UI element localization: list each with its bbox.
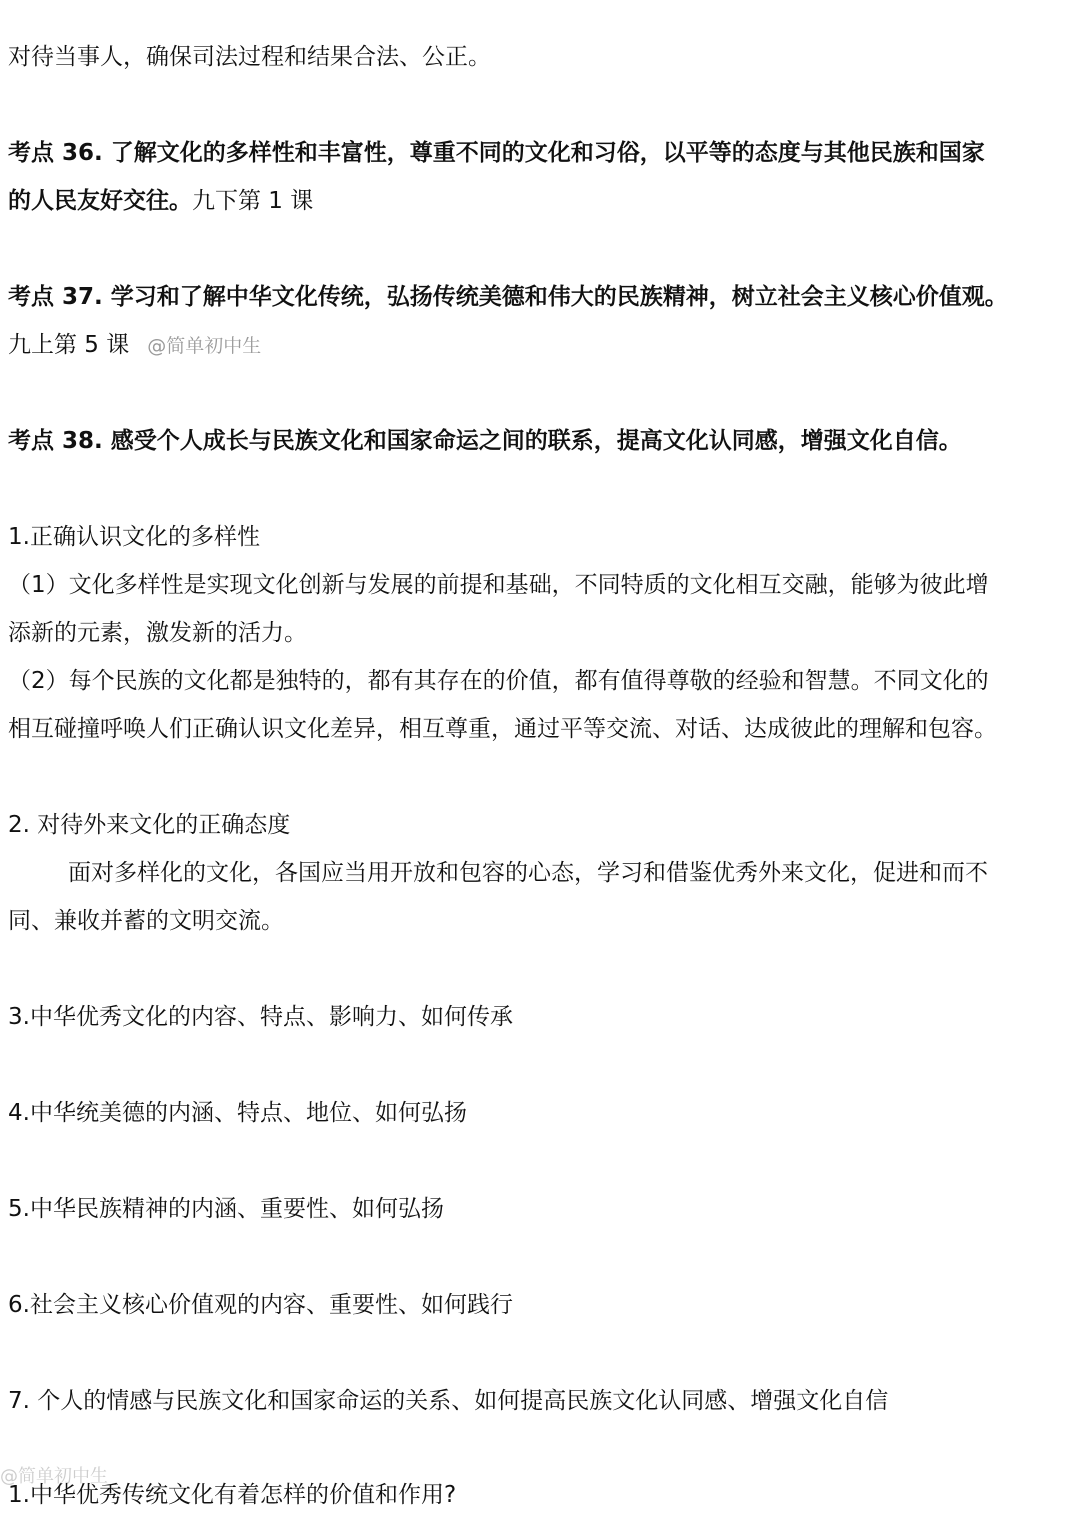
paragraph-line: （1）文化多样性是实现文化创新与发展的前提和基础，不同特质的文化相互交融，能够为彼此增 [8,572,989,598]
question-1: 1.中华优秀传统文化有着怎样的价值和作用? [8,1482,457,1508]
exam-point-36-line2 [8,177,1066,225]
section-heading-6: 6.社会主义核心价值观的内容、重要性、如何践行 [8,1292,513,1318]
watermark-text: @简单初中生 [147,335,262,357]
paragraph-line: 相互碰撞呼唤人们正确认识文化差异，相互尊重，通过平等交流、对话、达成彼此的理解和包容。 [8,716,997,742]
section-heading-5: 5.中华民族精神的内涵、重要性、如何弘扬 [8,1196,444,1222]
exam-point-36-bold-tail: 的人民友好交往。 [8,188,192,214]
section-heading-2: 2. 对待外来文化的正确态度 [8,812,291,838]
paragraph-line: 面对多样化的文化，各国应当用开放和包容的心态，学习和借鉴优秀外来文化，促进和而不 [68,860,988,886]
text-line: 对待当事人，确保司法过程和结果合法、公正。 [8,44,491,70]
exam-point-36-line1: 考点 36. 了解文化的多样性和丰富性，尊重不同的文化和习俗，以平等的态度与其他民族和国家 [8,140,985,166]
section-heading-1: 1.正确认识文化的多样性 [8,524,260,550]
paragraph-line: （2）每个民族的文化都是独特的，都有其存在的价值，都有值得尊敬的经验和智慧。不同文化的 [8,668,989,694]
exam-point-38: 考点 38. 感受个人成长与民族文化和国家命运之间的联系，提高文化认同感，增强文化自信。 [8,428,962,454]
section-heading-4: 4.中华统美德的内涵、特点、地位、如何弘扬 [8,1100,467,1126]
exam-point-37-line1: 考点 37. 学习和了解中华文化传统，弘扬传统美德和伟大的民族精神，树立社会主义核心价值观。 [8,284,1008,310]
corner-watermark: @简单初中生 [0,1466,108,1487]
paragraph-line: 添新的元素，激发新的活力。 [8,620,307,646]
section-heading-3: 3.中华优秀文化的内容、特点、影响力、如何传承 [8,1004,513,1030]
paragraph-line: 同、兼收并蓄的文明交流。 [8,908,284,934]
lesson-ref: 九上第 5 课 [8,332,130,358]
exam-point-37-line2 [8,321,1066,370]
lesson-ref: 九下第 1 课 [192,188,314,214]
section-heading-7: 7. 个人的情感与民族文化和国家命运的关系、如何提高民族文化认同感、增强文化自信 [8,1388,889,1414]
